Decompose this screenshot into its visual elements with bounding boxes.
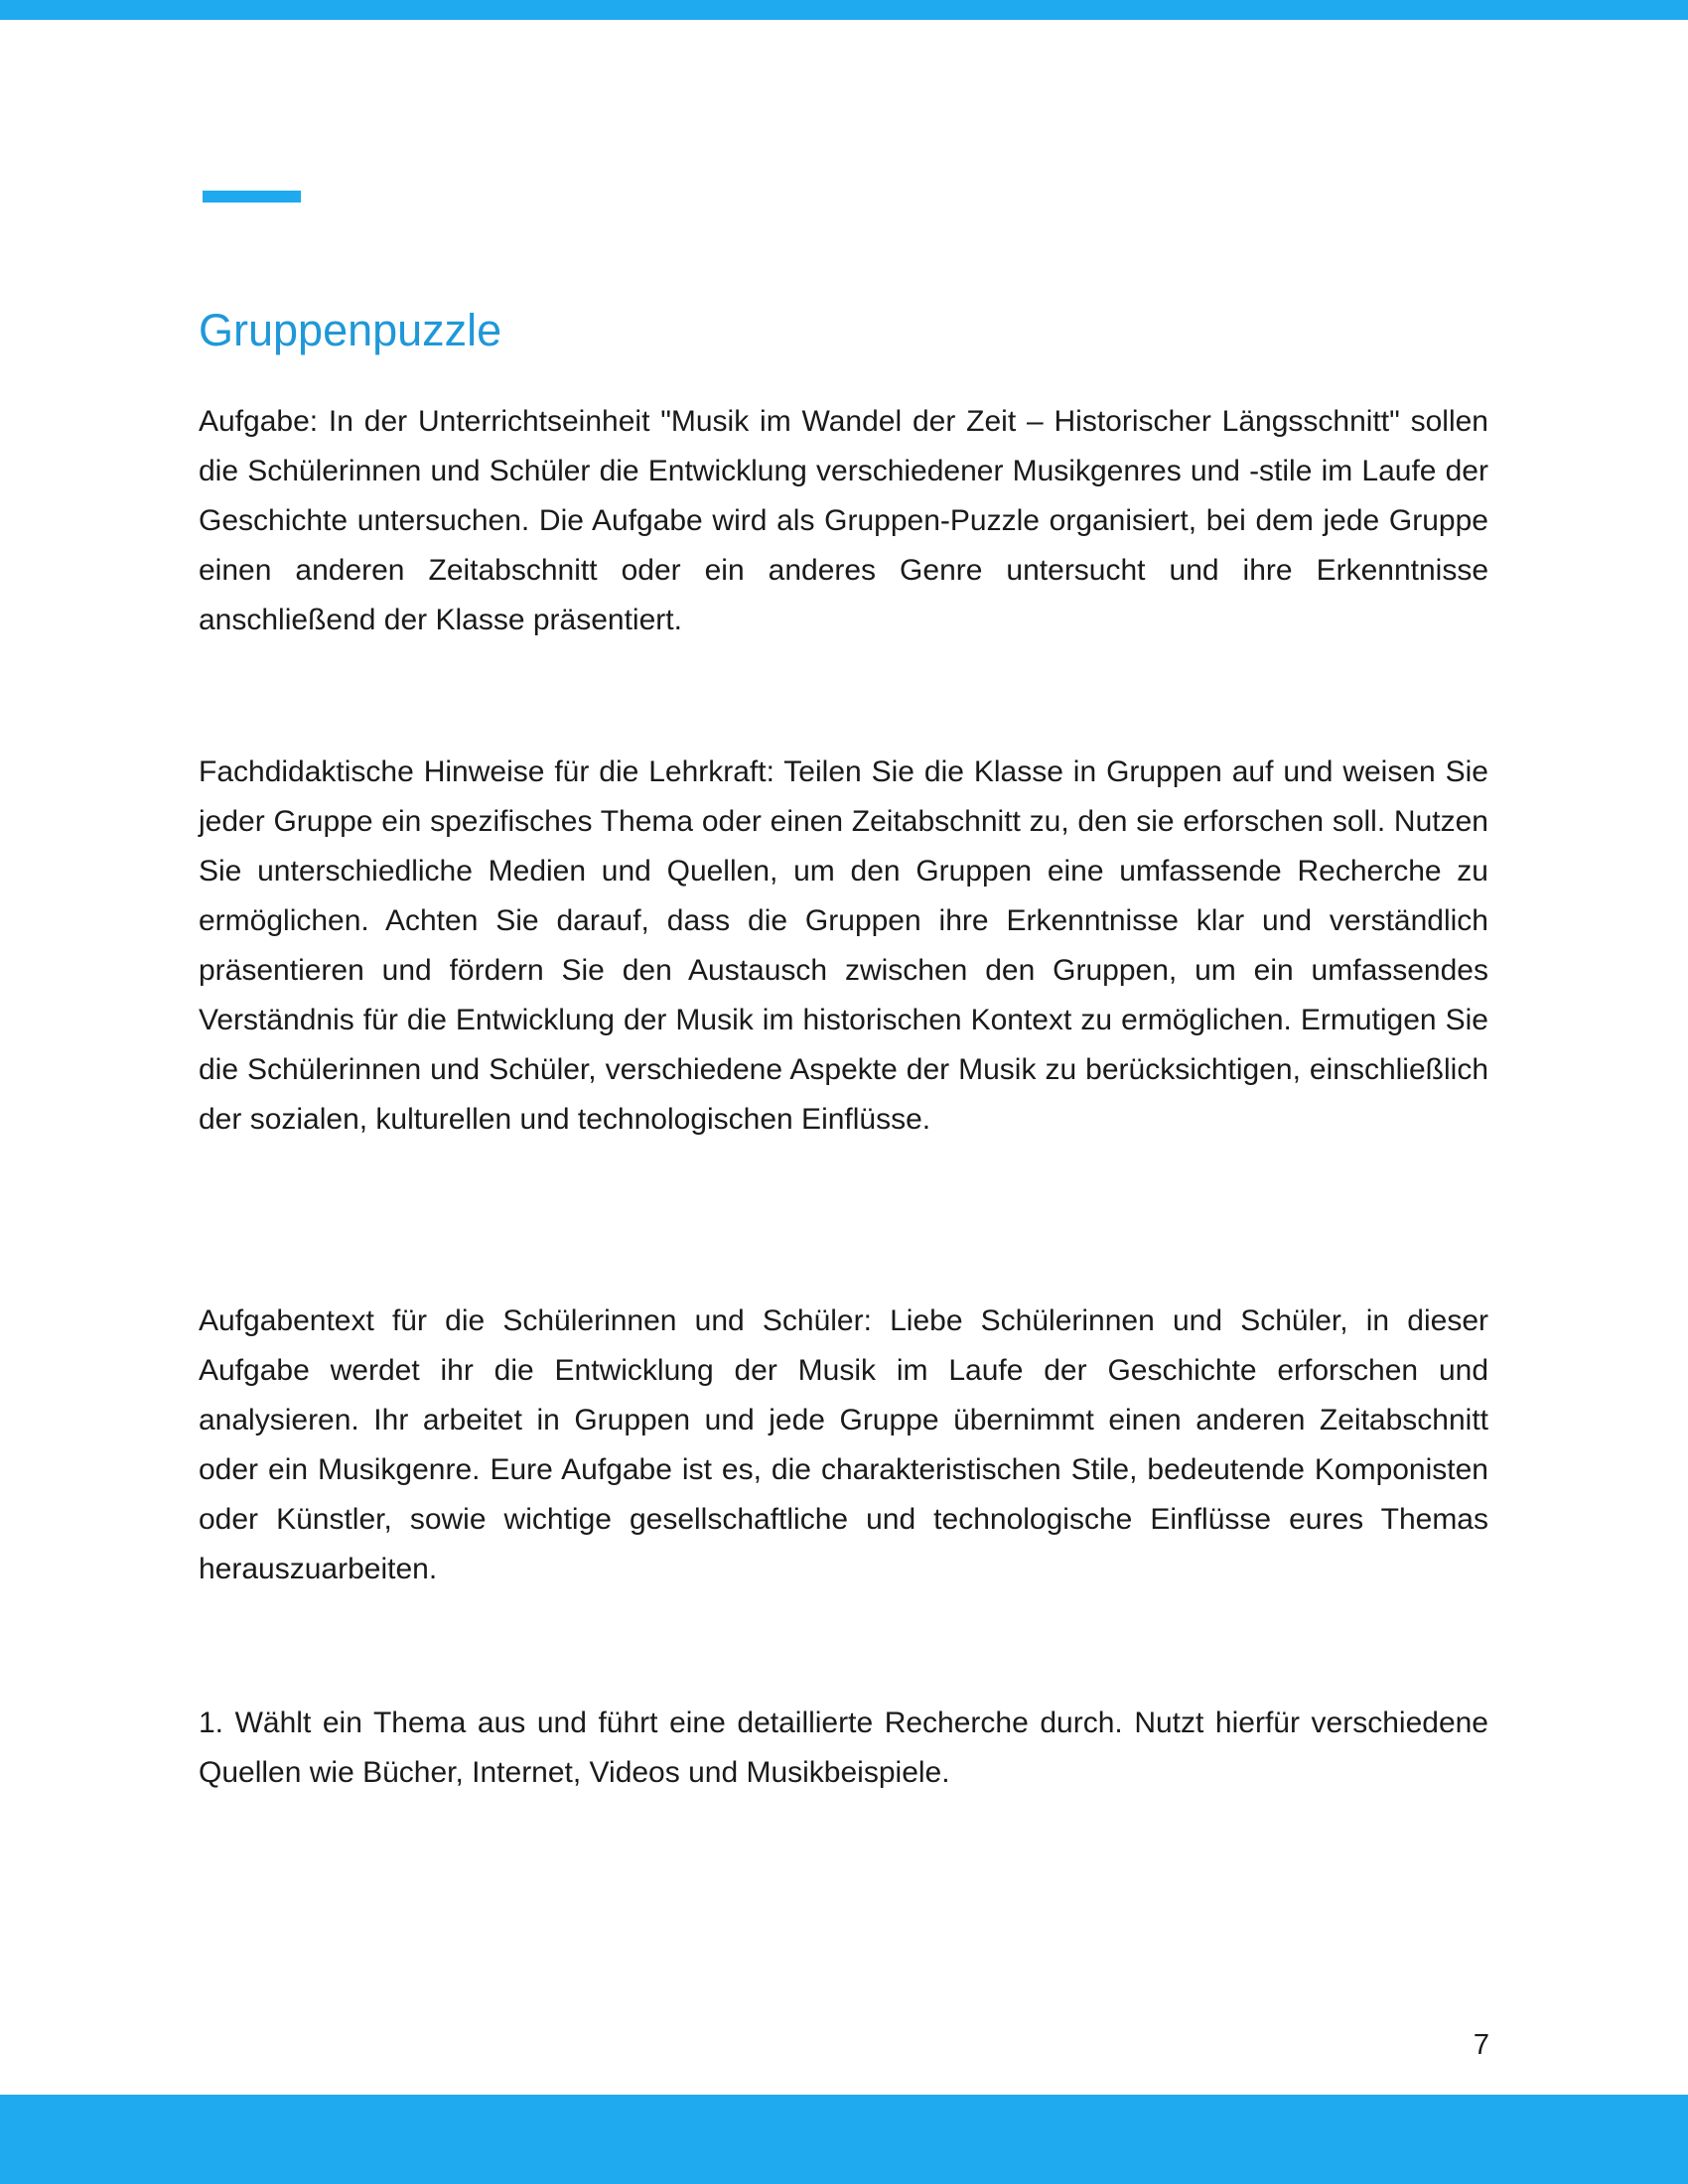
teacher-notes-paragraph: Fachdidaktische Hinweise für die Lehrkraft: Teilen Sie die Klasse in Gruppen auf und weisen Sie jeder Gruppe ein spezifisches Thema oder einen Zeitabschnitt zu, den sie erforschen soll. Nutzen Sie unterschiedliche Medien und Quellen, um den Gruppen eine umfassende Recherche zu ermöglichen. Achten Sie darauf, dass die Gruppen ihre Erkenntnisse klar und verständlich präsentieren und fördern Sie den Austausch zwischen den Gruppen, um ein umfassendes Verständnis für die Entwicklung der Musik im historischen Kontext zu ermöglichen. Ermutigen Sie die Schülerinnen und Schüler, verschiedene Aspekte der Musik zu berücksichtigen, einschließlich der sozialen, kulturellen und technologischen Einflüsse.	[199, 755, 1488, 1136]
top-accent-bar	[0, 0, 1688, 20]
task-paragraph: Aufgabe: In der Unterrichtseinheit "Musik im Wandel der Zeit – Historischer Längsschnitt" sollen die Schülerinnen und Schüler die Entwicklung verschiedener Musikgenres und -stile im Laufe der Geschichte untersuchen. Die Aufgabe wird als Gruppen-Puzzle organisiert, bei dem jede Gruppe einen anderen Zeitabschnitt oder ein anderes Genre untersucht und ihre Erkenntnisse anschließend der Klasse präsentiert.	[199, 405, 1488, 636]
page-number: 7	[1473, 2029, 1489, 2061]
step-one-paragraph: 1. Wählt ein Thema aus und führt eine detaillierte Recherche durch. Nutzt hierfür verschiedene Quellen wie Bücher, Internet, Videos und Musikbeispiele.	[199, 1706, 1488, 1789]
page-title: Gruppenpuzzle	[199, 305, 502, 355]
bottom-accent-bar	[0, 2095, 1688, 2184]
student-task-paragraph: Aufgabentext für die Schülerinnen und Schüler: Liebe Schülerinnen und Schüler, in dieser Aufgabe werdet ihr die Entwicklung der Musik im Laufe der Geschichte erforschen und analysieren. Ihr arbeitet in Gruppen und jede Gruppe übernimmt einen anderen Zeitabschnitt oder ein Musikgenre. Eure Aufgabe ist es, die charakteristischen Stile, bedeutende Komponisten oder Künstler, sowie wichtige gesellschaftliche und technologische Einflüsse eures Themas herauszuarbeiten.	[199, 1304, 1488, 1585]
title-accent-line	[203, 191, 301, 203]
